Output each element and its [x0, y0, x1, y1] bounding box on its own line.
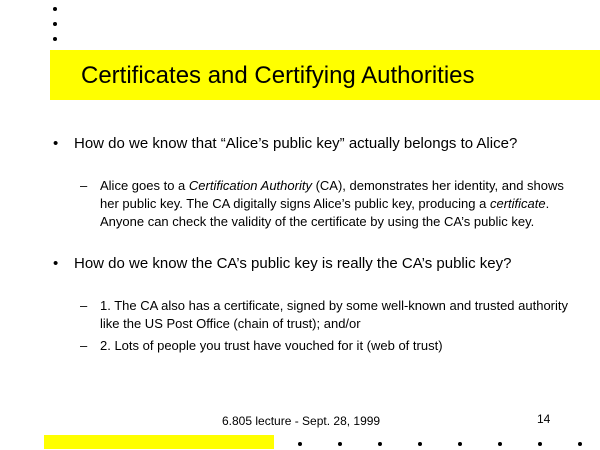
slide-title: Certificates and Certifying Authorities [81, 62, 475, 89]
decorative-dot [53, 7, 57, 11]
decorative-dot [578, 442, 582, 446]
sub-bullet-2-1 [80, 297, 570, 333]
decorative-dot [338, 442, 342, 446]
footer-text: 6.805 lecture - Sept. 28, 1999 [222, 414, 381, 428]
sub-bullet-2-2 [80, 337, 570, 355]
bullet-1-text: How do we know that “Alice’s public key” actually belongs to Alice? [74, 135, 518, 152]
decorative-dot [498, 442, 502, 446]
bullet-marker: • [53, 255, 59, 272]
sub-bullet-text: 2. Lots of people you trust have vouched for it (web of trust) [100, 338, 443, 353]
decorative-dot [538, 442, 542, 446]
bullet-2-text: How do we know the CA’s public key is really the CA’s public key? [74, 255, 512, 272]
decorative-dot [53, 22, 57, 26]
dash-marker: – [80, 178, 88, 193]
sub-bullet-text: Alice goes to a Certification Authority (CA), demonstrates her identity, and shows her public key. The CA digitally signs Alice’s public key, producing a certificate. Anyone can check the validity of the certificate by using the CA’s public key. [100, 178, 564, 229]
decorative-dot [53, 37, 57, 41]
bullet-1 [53, 134, 554, 154]
sub-bullet-text: 1. The CA also has a certificate, signed by some well-known and trusted authority like the US Post Office (chain of trust); and/or [100, 298, 569, 331]
bullet-2 [53, 254, 554, 274]
page-number: 14 [537, 412, 551, 426]
dash-marker: – [80, 338, 88, 353]
bullet-marker: • [53, 135, 59, 152]
decorative-dot [298, 442, 302, 446]
sub-bullet-1-1 [80, 177, 570, 231]
decorative-dot [378, 442, 382, 446]
bottom-band [44, 435, 274, 449]
dash-marker: – [80, 298, 88, 313]
decorative-dot [418, 442, 422, 446]
decorative-dot [458, 442, 462, 446]
